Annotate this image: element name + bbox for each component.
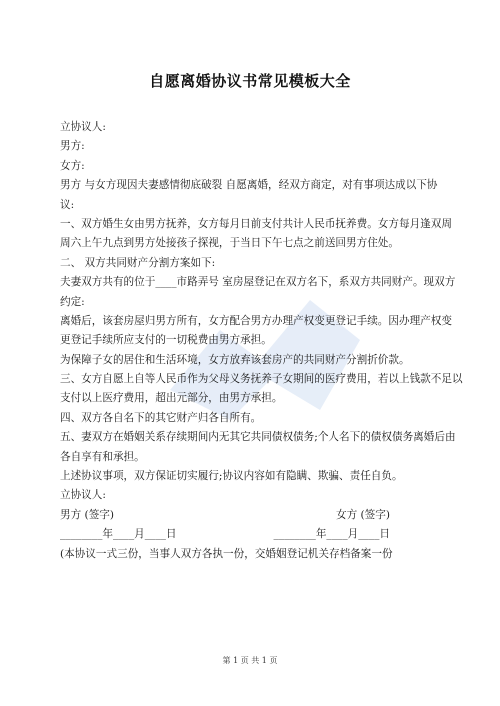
clause-1-line-1: 一、双方婚生女由男方抚养，女方每月日前支付共计人民币抚养费。女方每月逢双周 [60, 217, 452, 230]
clause-2-line-4: 更登记手续所应支付的一切税费由男方承担。 [60, 334, 272, 347]
clause-2-line-1: 夫妻双方共有的位于____市路弄号 室房屋登记在双方名下，系双方共同财产。现双方 [60, 276, 456, 289]
copies-note: (本协议一式三份，当事人双方各执一份，交婚姻登记机关存档备案一份 [60, 547, 393, 560]
clause-3-line-1: 三、女方自愿上自等人民币作为父母义务抚养子女期间的医疗费用，若以上钱款不足以 [60, 373, 463, 386]
party-heading-closing: 立协议人: [60, 489, 106, 502]
clause-5-line-1: 五、妻双方在婚姻关系存续期间内无其它共同债权债务;个人名下的债权债务离婚后由 [60, 431, 456, 444]
page-number: 第 1 页 共 1 页 [222, 656, 278, 665]
clause-2-heading: 二、 双方共同财产分割方案如下: [60, 256, 216, 269]
clause-5-line-2: 各自享有和承担。 [60, 450, 145, 463]
guarantee-line: 上述协议事项，双方保证切实履行;协议内容如有隐瞒、欺骗、责任自负。 [60, 470, 403, 483]
clause-1-line-2: 周六上午九点到男方处接孩子探视，于当日下午七点之前送回男方住处。 [60, 237, 399, 250]
female-signature-label: 女方 (签字) [335, 508, 390, 521]
clause-4: 四、双方各自名下的其它财产归各自所有。 [60, 411, 262, 424]
male-party: 男方: [60, 140, 85, 153]
clause-3-line-2: 支付以上医疗费用，超出元部分，由男方承担。 [60, 392, 283, 405]
clause-2-line-2: 约定: [60, 295, 85, 308]
date-row [60, 525, 450, 544]
intro-line-2: 议: [60, 198, 75, 211]
party-heading: 立协议人: [60, 121, 106, 133]
female-party: 女方: [60, 159, 85, 172]
female-signature-date: ________年____月____日 [273, 528, 390, 541]
intro-line-1: 男方 与女方现因夫妻感情彻底破裂 自愿离婚，经双方商定，对有事项达成以下协 [60, 179, 438, 192]
signature-row [60, 506, 450, 525]
document-body [60, 118, 463, 564]
document-title: 自愿离婚协议书常见模板大全 [149, 72, 351, 90]
clause-2-line-5: 为保障子女的居住和生活环境，女方放弃该套房产的共同财产分割折价款。 [60, 353, 410, 366]
clause-2-line-3: 离婚后，该套房屋归男方所有，女方配合男方办理产权变更登记手续。因办理产权变 [60, 314, 452, 327]
male-signature-date: ________年____月____日 [60, 528, 177, 541]
male-signature-label: 男方 (签字) [60, 508, 115, 521]
